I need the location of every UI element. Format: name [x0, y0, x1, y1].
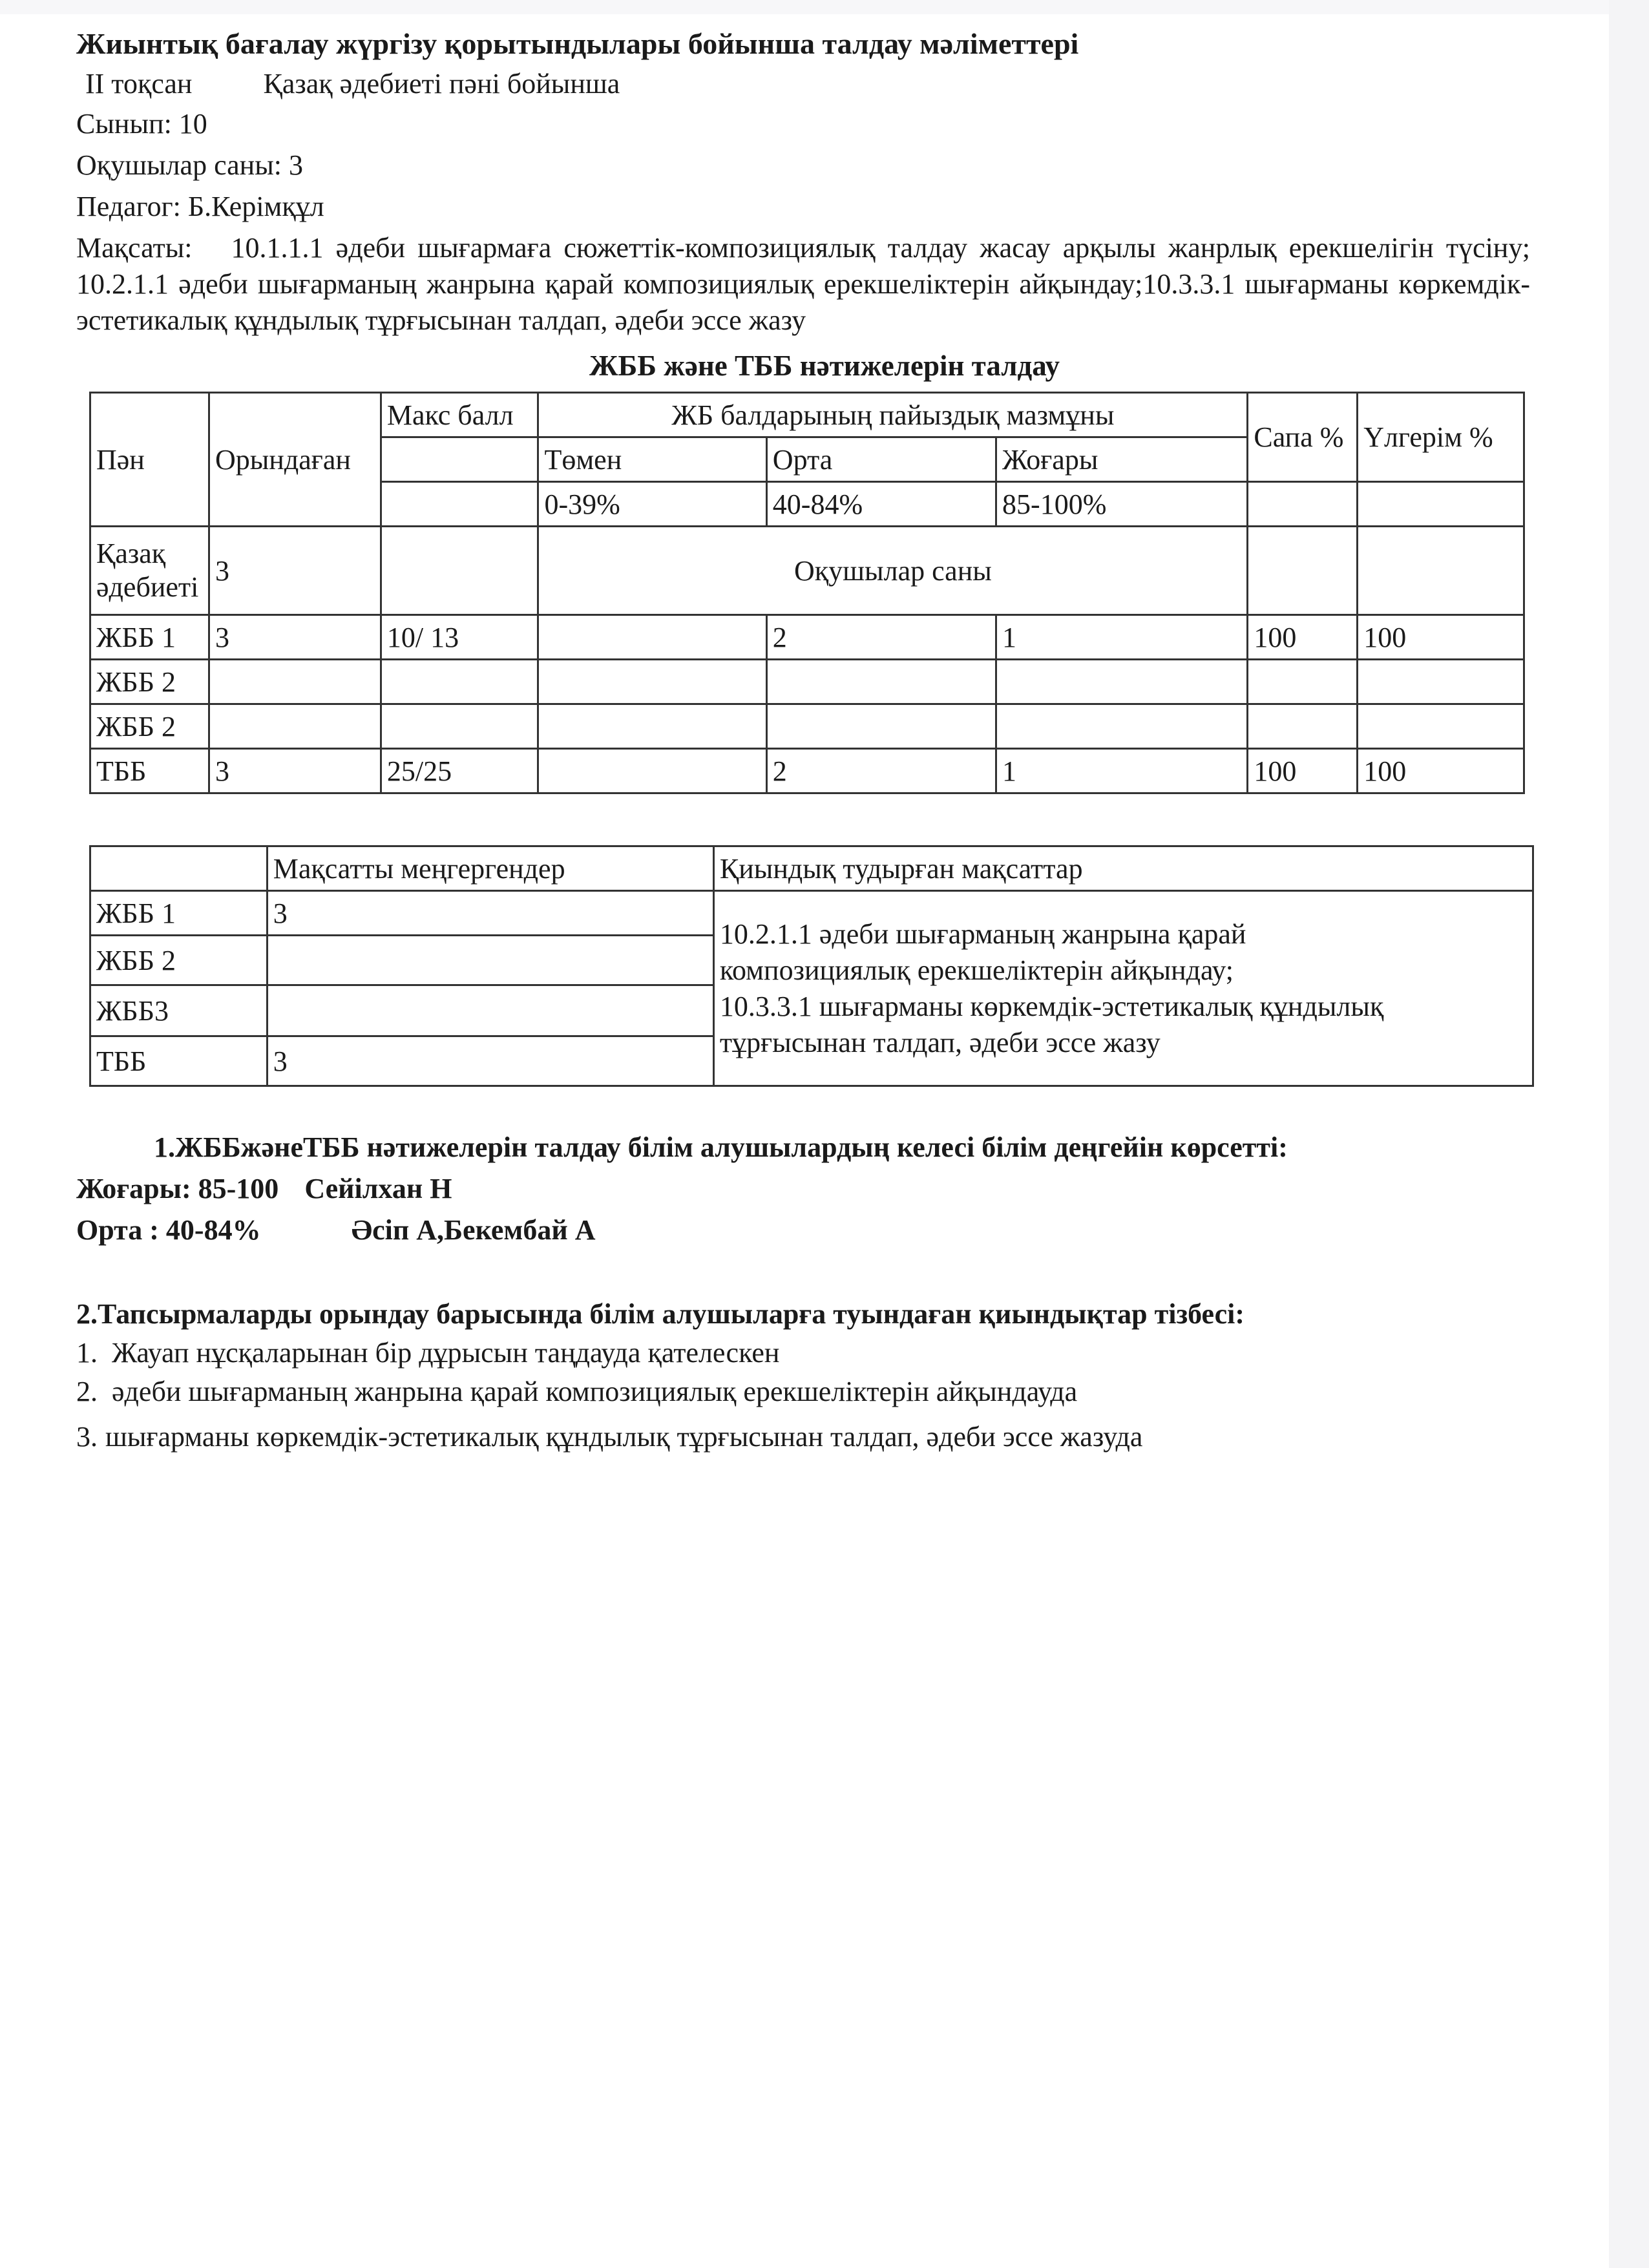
table-row [90, 704, 1524, 749]
header-empty [1248, 482, 1358, 527]
row-low [538, 704, 766, 749]
difficulty-text: әдеби шығарманың жанрына қарай композициялық ерекшеліктерін айқындауда [112, 1376, 1078, 1407]
row-max [381, 704, 538, 749]
row-mid [766, 660, 996, 704]
difficulty-num: 3. [76, 1421, 98, 1453]
table-row [90, 749, 1524, 793]
row-name: ЖББ3 [90, 985, 268, 1036]
header-low: Төмен [538, 437, 766, 482]
row-mastered: 3 [267, 1036, 713, 1086]
header-blank [90, 846, 268, 891]
header-row-1 [90, 393, 1524, 437]
subject-row [90, 527, 1524, 615]
header-percent-content: ЖБ балдарының пайыздық мазмұны [538, 393, 1248, 437]
class-line: Сынып: 10 [76, 108, 207, 140]
header-mastered: Мақсатты меңгергендер [267, 846, 713, 891]
row-mid: 2 [766, 749, 996, 793]
header-empty [381, 437, 538, 482]
cell-empty [1358, 527, 1524, 615]
row-mastered: 3 [267, 891, 713, 936]
level-high [76, 1171, 452, 1207]
subject-completed: 3 [209, 527, 381, 615]
scan-top-edge [0, 0, 1609, 14]
row-high [996, 704, 1248, 749]
row-quality [1248, 704, 1358, 749]
goals-row [90, 891, 1533, 936]
row-name: ТББ [90, 1036, 268, 1086]
level-mid-label: Орта : 40-84% [76, 1214, 261, 1246]
header-low-range: 0-39% [538, 482, 766, 527]
goals-paragraph [76, 230, 1530, 339]
subject-line: Қазақ әдебиеті пәні бойынша [263, 68, 620, 100]
difficult-goal-line: 10.3.3.1 шығарманы көркемдік-эстетикалық құндылық [719, 990, 1384, 1022]
row-name: ЖББ 2 [90, 704, 209, 749]
level-mid [76, 1212, 595, 1248]
header-subject: Пән [90, 393, 209, 527]
quarter-line [85, 66, 620, 102]
level-mid-names: Әсіп А,Бекембай А [351, 1214, 596, 1246]
level-high-label: Жоғары: 85-100 [76, 1173, 279, 1204]
difficult-goal-line: 10.2.1.1 әдеби шығарманың жанрына қарай [719, 918, 1246, 950]
row-progress: 100 [1358, 615, 1524, 660]
row-completed: 3 [209, 615, 381, 660]
scan-right-edge [1609, 0, 1649, 2268]
header-difficult: Қиындық тудырған мақсаттар [713, 846, 1533, 891]
row-completed [209, 704, 381, 749]
header-max-score: Макс балл [381, 393, 538, 437]
row-high [996, 660, 1248, 704]
students-count-line: Оқушылар саны: 3 [76, 149, 304, 181]
difficulty-text: Жауап нұсқаларынан бір дұрысын таңдауда қателескен [112, 1337, 780, 1369]
difficulty-item [76, 1374, 1077, 1410]
row-max: 25/25 [381, 749, 538, 793]
row-low [538, 615, 766, 660]
cell-empty [1248, 527, 1358, 615]
row-mastered [267, 985, 713, 1036]
header-mid-range: 40-84% [766, 482, 996, 527]
row-name: ЖББ 2 [90, 660, 209, 704]
row-mid [766, 704, 996, 749]
header-mid: Орта [766, 437, 996, 482]
row-completed: 3 [209, 749, 381, 793]
section2-heading: 2.Тапсырмаларды орындау барысында білім алушыларға туындаған қиындықтар тізбесі: [76, 1298, 1245, 1330]
students-count-label: Оқушылар саны [538, 527, 1248, 615]
row-high: 1 [996, 615, 1248, 660]
header-completed: Орындаған [209, 393, 381, 527]
table-row [90, 615, 1524, 660]
row-max [381, 660, 538, 704]
row-name: ЖББ 1 [90, 615, 209, 660]
difficulty-text: шығарманы көркемдік-эстетикалық құндылық тұрғысынан талдап, әдеби эссе жазуда [105, 1421, 1143, 1453]
difficult-goals-cell [713, 891, 1533, 1086]
table-row [90, 660, 1524, 704]
difficulty-item [76, 1335, 779, 1371]
row-low [538, 749, 766, 793]
row-mastered [267, 936, 713, 985]
goals-table [89, 845, 1534, 1087]
difficult-goal-line: тұрғысынан талдап, әдеби эссе жазу [719, 1026, 1161, 1058]
row-progress [1358, 660, 1524, 704]
goals-header-row [90, 846, 1533, 891]
row-high: 1 [996, 749, 1248, 793]
teacher-line: Педагог: Б.Керімқұл [76, 191, 324, 222]
row-progress [1358, 704, 1524, 749]
row-quality [1248, 660, 1358, 704]
goals-label: Мақсаты: [76, 232, 193, 264]
row-name: ТББ [90, 749, 209, 793]
row-completed [209, 660, 381, 704]
header-high-range: 85-100% [996, 482, 1248, 527]
subject-name: Қазақ әдебиеті [90, 527, 209, 615]
level-high-names: Сейілхан Н [304, 1173, 452, 1204]
quarter: II тоқсан [85, 68, 193, 100]
header-quality: Сапа % [1248, 393, 1358, 482]
row-max: 10/ 13 [381, 615, 538, 660]
row-progress: 100 [1358, 749, 1524, 793]
difficulty-num: 2. [76, 1376, 98, 1407]
row-mid: 2 [766, 615, 996, 660]
row-quality: 100 [1248, 615, 1358, 660]
header-progress: Үлгерім % [1358, 393, 1524, 482]
cell-empty [381, 527, 538, 615]
header-high: Жоғары [996, 437, 1248, 482]
difficulty-item [76, 1419, 1142, 1455]
row-name: ЖББ 1 [90, 891, 268, 936]
goals-text: 10.1.1.1 әдеби шығармаға сюжеттік-композициялық талдау жасау арқылы жанрлық ерекшелігін түсіну; 10.2.1.1 әдеби шығарманың жанрына қарай композициялық ерекшеліктерін айқындау;10.3.3.1 шығарманы көркемдік-эстетикалық құндылық тұрғысынан талдап, әдеби эссе жазу [76, 232, 1530, 336]
results-table [89, 392, 1525, 794]
difficulty-num: 1. [76, 1337, 98, 1369]
row-name: ЖББ 2 [90, 936, 268, 985]
difficult-goal-line: композициялық ерекшеліктерін айқындау; [719, 954, 1234, 986]
document-title: Жиынтық бағалау жүргізу қорытындылары бойынша талдау мәліметтері [76, 27, 1079, 60]
section1-heading: 1.ЖББжәнеТББ нәтижелерін талдау білім алушылардың келесі білім деңгейін көрсетті: [154, 1131, 1288, 1163]
row-quality: 100 [1248, 749, 1358, 793]
row-low [538, 660, 766, 704]
header-empty [1358, 482, 1524, 527]
table1-title: ЖББ және ТББ нәтижелерін талдау [589, 350, 1060, 382]
header-empty [381, 482, 538, 527]
